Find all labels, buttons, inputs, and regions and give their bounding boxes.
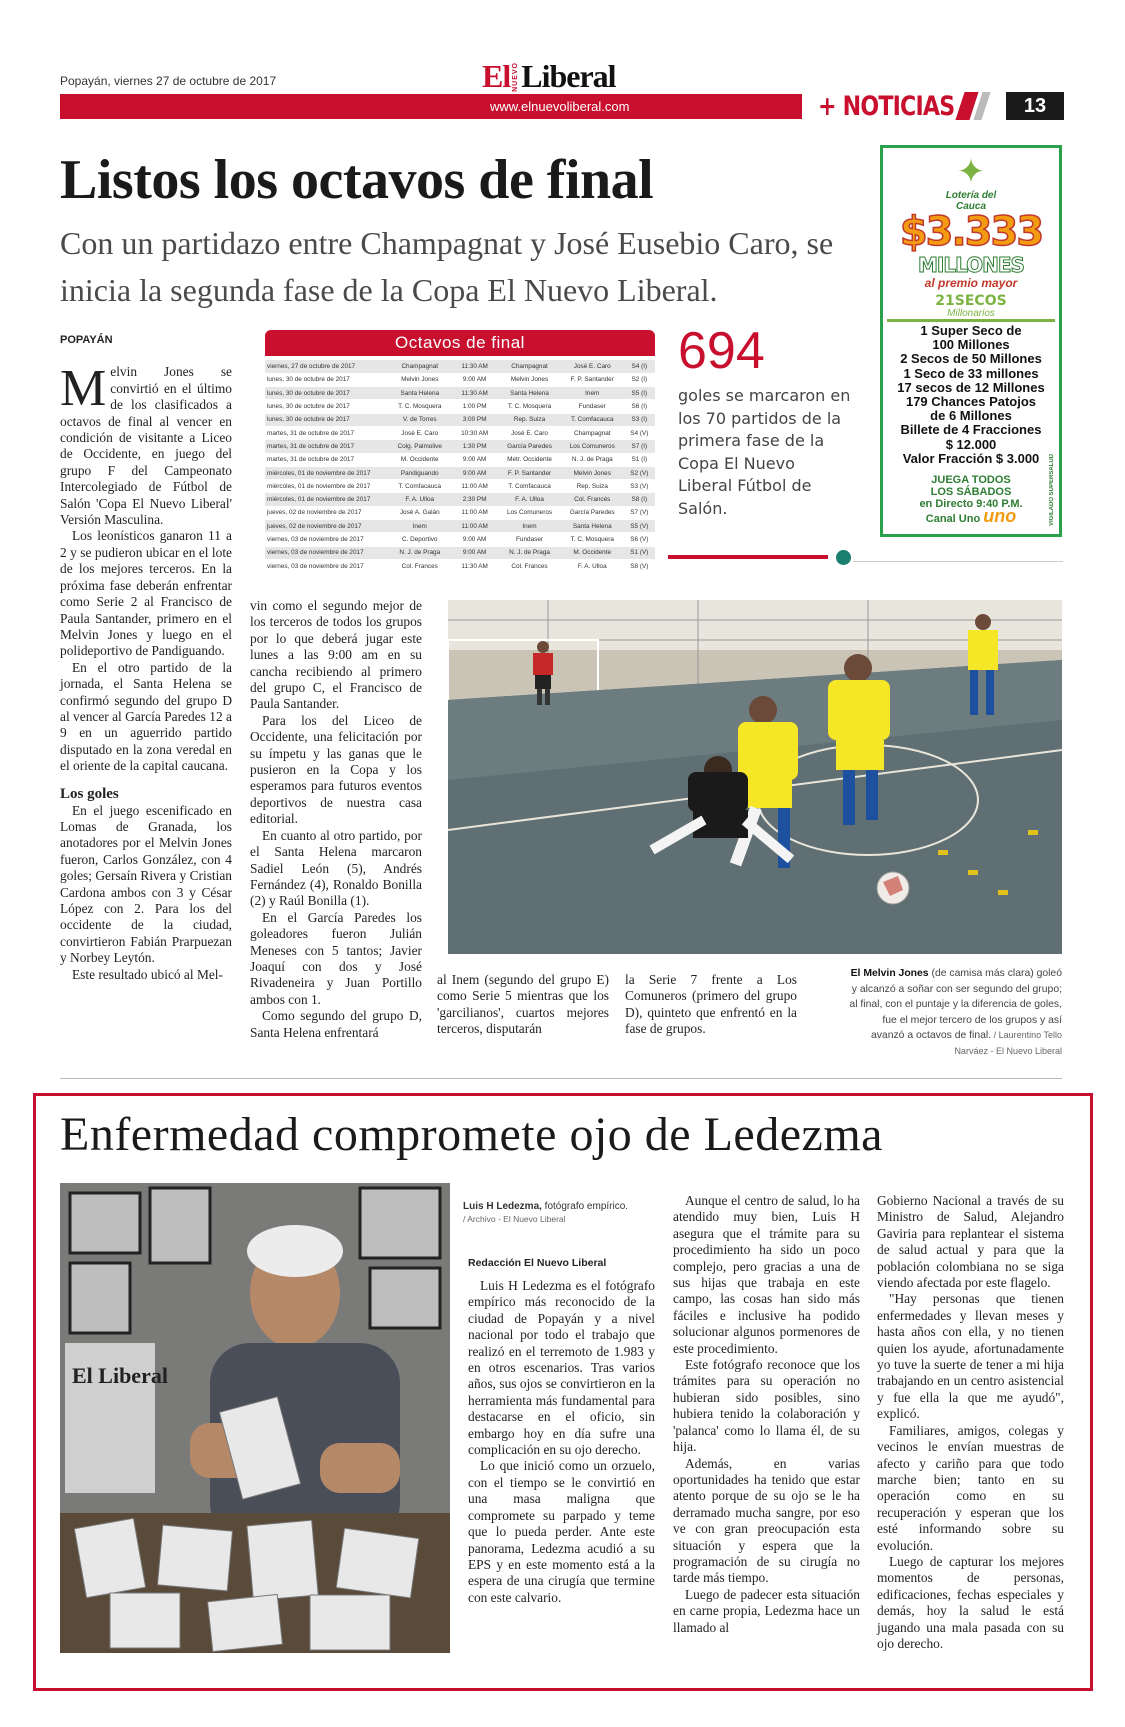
table-cell: miércoles, 01 de noviembre de 2017 [265,493,388,506]
table-cell: García Paredes [561,506,624,519]
table-cell: Inem [561,387,624,400]
ad-amount: $3.333 [899,209,1043,255]
stat-dot-icon [836,550,851,565]
table-row [265,360,655,373]
table-row [265,546,655,559]
stat-rule [668,555,828,559]
paragraph: En el otro partido de la jornada, el Santa Helena se confirmó segundo del grupo D al vencer al García Paredes 12 a 9 en un aguerrido partido disputado en la zona veredal en el oriente de la capital caucana. [60,659,232,774]
site-url: www.elnuevoliberal.com [490,99,630,114]
table-cell: 11:30 AM [451,559,498,572]
table-cell: F. P. Santander [561,373,624,386]
table-row [265,480,655,493]
table-row [265,520,655,533]
paragraph: Este resultado ubicó al Mel- [72,966,223,982]
table-cell: F. A. Ulloa [498,493,561,506]
table-cell: martes, 31 de octubre de 2017 [265,453,388,466]
lottery-ad [880,145,1062,537]
table-cell: S5 (I) [624,387,655,400]
stat-number: 694 [678,322,765,380]
byline: Redacción El Nuevo Liberal [468,1257,607,1269]
table-cell: José E. Caro [561,360,624,373]
main-headline: Listos los octavos de final [60,149,654,211]
table-cell: S5 (V) [624,520,655,533]
table-row [265,440,655,453]
logo-liberal: Liberal [521,58,616,94]
caption-credit: / Laurentino Tello Narváez - El Nuevo Liberal [954,1030,1062,1056]
logo-el: El [482,58,511,94]
table-cell: Santa Helena [561,520,624,533]
table-cell: martes, 31 de octubre de 2017 [265,440,388,453]
futsal-photo-art [448,600,1062,954]
table-cell: viernes, 03 de noviembre de 2017 [265,533,388,546]
table-cell: lunes, 30 de octubre de 2017 [265,373,388,386]
table-cell: Pandiguando [388,466,451,479]
header-bar [60,94,802,119]
table-cell: T. C. Mosquera [388,400,451,413]
table-row [265,453,655,466]
table-cell: 9:00 AM [451,466,498,479]
table-cell: 9:00 AM [451,453,498,466]
table-cell: Colg. Palmolive [388,440,451,453]
table-cell: M. Occidente [561,546,624,559]
table-cell: Los Comuneros [561,440,624,453]
table-row [265,387,655,400]
table-cell: 1:30 PM [451,440,498,453]
table-cell: Rep. Suiza [561,480,624,493]
ledezma-photo-art [60,1183,450,1653]
article2-column-3 [877,1193,1064,1652]
table-cell: 1:00 PM [451,400,498,413]
article2-column-1 [468,1278,655,1606]
table-cell: S4 (I) [624,360,655,373]
table-cell: Col. Francés [561,493,624,506]
table-cell: S3 (I) [624,413,655,426]
table-cell: 10:30 AM [451,426,498,439]
paragraph: Como segundo del grupo D, Santa Helena enfrentará [250,1008,422,1040]
table-cell: 11:00 AM [451,506,498,519]
table-row [265,426,655,439]
table-row [265,466,655,479]
kicker: POPAYÁN [60,334,113,346]
table-cell: T. C. Mosquera [561,533,624,546]
table-cell: V. de Torres [388,413,451,426]
subsection-heading: Los goles [60,785,119,802]
table-cell: Champagnat [498,360,561,373]
table-cell: 9:00 AM [451,546,498,559]
table-cell: T. Comfacauca [498,480,561,493]
table-cell: Inem [388,520,451,533]
table-cell: 11:00 AM [451,520,498,533]
table-cell: Melvin Jones [388,373,451,386]
newspaper-logo [482,58,616,95]
table-cell: miércoles, 01 de noviembre de 2017 [265,466,388,479]
photo-caption [848,966,1062,1060]
article2-column-2 [673,1193,860,1636]
table-cell: José E. Caro [498,426,561,439]
table-cell: lunes, 30 de octubre de 2017 [265,413,388,426]
ad-schedule [883,474,1059,525]
paragraph: Los leonísticos ganaron 11 a 2 y se pudieron ubicar en el lote de los mejores terceros. En la próxima fase deberán enfrentar como Serie 2 al Francisco de Paula Santander, primero en el Melvin Jones y luego en el polideportivo de Pandiguando. [60,528,232,659]
prize-line: 179 Chances Patojos [905,394,1037,410]
article1-column-1 [60,332,232,983]
table-row [265,506,655,519]
table-cell: miércoles, 01 de noviembre de 2017 [265,480,388,493]
paragraph: Lo que inició como un orzuelo, con el tiempo se le convirtió en una masa maligna que compromete su parpado y teme que lo pueda perder. Ante este panorama, Ledezma acudió a su EPS y en este momento está a la espera de una cirugía que termine con este calvario. [468,1458,655,1605]
table-cell: García Paredes [498,440,561,453]
table-row [265,413,655,426]
table-cell: Rep. Suiza [498,413,561,426]
table-cell: M. Occidente [388,453,451,466]
prize-line: 1 Seco de 33 millones [903,365,1039,381]
paragraph: la Serie 7 frente a Los Comuneros (primero del grupo D), quinteto que enfrentó en la fase de grupos. [625,972,797,1037]
ad-millones: MILLONES [918,253,1024,277]
canal-uno-logo: uno [983,506,1017,527]
table-title: Octavos de final [265,330,655,356]
table-cell: T. Comfacauca [561,413,624,426]
table-row [265,493,655,506]
table-cell: lunes, 30 de octubre de 2017 [265,400,388,413]
ad-premio: al premio mayor [924,276,1018,290]
article2-headline: Enfermedad compromete ojo de Ledezma [60,1108,883,1161]
article1-column-3 [437,972,609,1038]
table-cell: Melvin Jones [498,373,561,386]
paragraph: vin como el segundo mejor de los terceros de todos los grupos por lo que deberá jugar este lunes a las 9:00 am en su cancha recibiendo al primero del grupo C, el Francisco de Paula Santander. [250,598,422,712]
paragraph: Luego de padecer esta situación en carne propia, Ledezma hace un llamado al [673,1586,860,1635]
article1-column-4 [625,972,797,1038]
prize-line: 2 Secos de 50 Millones [900,351,1042,367]
table-cell: S8 (V) [624,559,655,572]
dropcap: M [60,360,107,418]
prize-line: Valor Fracción $ 3.000 [902,450,1040,466]
paragraph: Familiares, amigos, colegas y vecinos le envían muestras de afecto y cariño para que todo marche bien; tanto en su operación como en su recuperación y esperan que los esté informando sobre su evolución. [877,1422,1064,1553]
table-cell: N. J. de Praga [561,453,624,466]
section-label: + NOTICIAS [818,91,955,122]
lottery-logo [941,154,1001,212]
table-cell: Champagnat [388,360,451,373]
table-cell: S2 (I) [624,373,655,386]
ad-prizes [883,324,1059,466]
caption-credit: / Archivo - El Nuevo Liberal [463,1214,566,1224]
table-cell: Los Comuneros [498,506,561,519]
table-cell: S7 (I) [624,440,655,453]
table-cell: F. A. Ulloa [561,559,624,572]
logo-nuevo: NUEVO [512,61,520,92]
prize-line: Billete de 4 Fracciones [900,422,1042,438]
table-cell: José A. Galán [388,506,451,519]
table-cell: N. J. de Praga [498,546,561,559]
table-cell: S6 (V) [624,533,655,546]
ad-canal: Canal Uno [925,513,981,526]
table-cell: F. A. Ulloa [388,493,451,506]
article2-caption [463,1200,643,1226]
table-cell: S1 (I) [624,453,655,466]
table-cell: S7 (V) [624,506,655,519]
table-cell: Metr. Occidente [498,453,561,466]
paragraph: Además, en varias oportunidades ha tenido que estar atento porque de su ojo se le ha derramado mucha sangre, por eso ve con gran preocupación esta situación y espera que la programación de su cirugía no tarde más tiempo. [673,1455,860,1586]
table-cell: S3 (V) [624,480,655,493]
table-row [265,559,655,572]
paragraph: Luis H Ledezma es el fotógrafo empírico más reconocido de la ciudad de Popayán y a nivel nacional por todo el trabajo que realizó en el terremoto de 1.983 y en otros escenarios. Tras varios años, sus ojos se convirtieron en la herramienta más fundamental para destacarse en el oficio, sin embargo hoy en día sufre una complicación en su ojo derecho. [468,1278,655,1458]
article1-column-2 [250,598,422,1041]
table-cell: viernes, 03 de noviembre de 2017 [265,546,388,559]
table-cell: Fundaser [498,533,561,546]
table-cell: S1 (V) [624,546,655,559]
stat-text: goles se marcaron en los 70 partidos de la primera fase de la Copa El Nuevo Liberal Fútbol de Salón. [678,386,851,518]
table-cell: T. Comfacauca [388,480,451,493]
table-cell: S6 (I) [624,400,655,413]
table-cell: martes, 31 de octubre de 2017 [265,426,388,439]
table-cell: Santa Helena [498,387,561,400]
paragraph: En el García Paredes los goleadores fueron Julián Meneses con 5 tantos; Javier Joaquí con dos y José Rivadeneira y Juan Portillo ambos con 1. [250,909,422,1007]
caption-bold: Luis H Ledezma, [463,1201,542,1212]
table-cell: S8 (I) [624,493,655,506]
table-cell: T. C. Mosquera [498,400,561,413]
table-cell: jueves, 02 de noviembre de 2017 [265,520,388,533]
paragraph: "Hay personas que tienen enfermedades y llevan meses y hasta años con ella, y no tienen quien los ayude, afortunadamente yo tuve la suerte de tener a mi hija trabajando en un centro asistencial y fue ella la que me ayudó", explicó. [877,1291,1064,1422]
table-row [265,373,655,386]
table-cell: Champagnat [561,426,624,439]
paragraph: Aunque el centro de salud, lo ha atendido muy bien, Luis H asegura que el trámite para su procedimiento ha sido un poco complejo, pero gracias a una de sus hijas que trabaja en este campo, las cosas han sido más fáciles e inclusive ha podido solucionar algunos pormenores de este procedimiento. [673,1193,860,1356]
schedule-line: en Directo 9:40 P.M. [919,498,1023,511]
caption-text: (de camisa más clara) goleó y alcanzó a soñar con ser segundo del grupo; al final, con el puntaje y la diferencia de goles, fue el mejor tercero de los grupos y así avanzó a octavos de final. [849,968,1062,1042]
table-cell: 11:30 AM [451,387,498,400]
star-icon: ✦ [956,154,986,191]
ledezma-photo [60,1183,450,1653]
table-cell: 9:00 AM [451,533,498,546]
prize-line: $ 12.000 [945,436,997,452]
paragraph: En el juego escenificado en Lomas de Granada, los anotadores por el Melvin Jones fueron, Carlos González, con 4 goles; Gersaín Rivera y Cristian Cardona ambos con 3 y César López con 2. Para los del occidente de la ciudad, convirtieron Fabián Prarpuezan y Norbey Leytón. [60,802,232,966]
table-cell: Inem [498,520,561,533]
futsal-match-photo [448,600,1062,954]
vigilado-mark: VIGILADO SUPERSALUD [1049,453,1055,526]
table-cell: 11:30 AM [451,360,498,373]
table-cell: Col. Frances [388,559,451,572]
paragraph: Luego de capturar los mejores momentos de personas, edificaciones, fechas especiales y demás, hoy la salud le está jugando una mala pasada con su ojo derecho. [877,1553,1064,1651]
paragraph: elvin Jones se convirtió en el último de los clasificados a octavos de final al vencer en condición de visitante a Liceo de Occidente, en juego del grupo F del Campeonato Intercolegiado de Fútbol de Salón 'Copa El Nuevo Liberal' Versión Masculina. [60,364,232,528]
prize-line: 17 secos de 12 Millones [897,379,1045,395]
ad-millonarios: Millonarios [887,309,1055,322]
edition-date: Popayán, viernes 27 de octubre de 2017 [60,74,277,88]
section-rule [853,561,1063,562]
fixtures-table [265,360,655,573]
ad-secos: 21SECOS [935,293,1007,309]
paragraph: Gobierno Nacional a través de su Ministro de Salud, Alejandro Gaviria para replantear el sistema de salud actual y para que la población colombiana no se siga viendo afectada por este flagelo. [877,1193,1064,1291]
lottery-brand: Lotería del Cauca [945,190,997,212]
schedule-line: LOS SÁBADOS [930,486,1012,499]
table-cell: viernes, 03 de noviembre de 2017 [265,559,388,572]
paragraph: Para los del Liceo de Occidente, una felicitación por su ímpetu y las ganas que le pusieron en la Copa y los esperamos para futuros eventos deportivos de nuestra casa editorial. [250,712,422,827]
paragraph: En cuanto al otro partido, por el Santa Helena marcaron Sadiel León (5), Andrés Fernández (4), Ronaldo Bonilla (2) y Raúl Bonilla (1). [250,827,422,909]
table-row [265,400,655,413]
section-divider [60,1078,1062,1079]
prize-line: 1 Super Seco de [920,323,1022,338]
prize-line: de 6 Millones [930,408,1012,424]
paragraph: al Inem (segundo del grupo E) como Serie 5 mientras que los 'garcilianos', cuartos mejores terceros, disputarán [437,972,609,1037]
table-cell: viernes, 27 de octubre de 2017 [265,360,388,373]
paragraph: Este fotógrafo reconoce que los trámites para su operación no hubieran sido posibles, sino hubiera tenido la colaboración y 'palanca' como lo llama él, de su hija. [673,1357,860,1455]
table-cell: lunes, 30 de octubre de 2017 [265,387,388,400]
table-cell: C. Deportivo [388,533,451,546]
caption-text: fotógrafo empírico. [541,1201,629,1212]
table-cell: jueves, 02 de noviembre de 2017 [265,506,388,519]
table-cell: 3:00 PM [451,413,498,426]
table-cell: Fundaser [561,400,624,413]
table-cell: Melvin Jones [561,466,624,479]
table-cell: José E. Caro [388,426,451,439]
table-cell: S2 (V) [624,466,655,479]
prize-line: 100 Millones [932,337,1010,353]
table-cell: Santa Helena [388,387,451,400]
main-subhead: Con un partidazo entre Champagnat y José Eusebio Caro, se inicia la segunda fase de la Copa El Nuevo Liberal. [60,225,834,308]
table-cell: S4 (V) [624,426,655,439]
table-cell: 9:00 AM [451,373,498,386]
caption-bold: El Melvin Jones [850,968,929,979]
table-cell: F. P. Santander [498,466,561,479]
table-cell: 2:30 PM [451,493,498,506]
page-number: 13 [1006,92,1064,120]
svg-text:El Liberal: El Liberal [72,1363,168,1388]
table-cell: 11:00 AM [451,480,498,493]
table-row [265,533,655,546]
table-cell: N. J. de Praga [388,546,451,559]
schedule-line: JUEGA TODOS [931,474,1011,487]
table-cell: Col. Frances [498,559,561,572]
